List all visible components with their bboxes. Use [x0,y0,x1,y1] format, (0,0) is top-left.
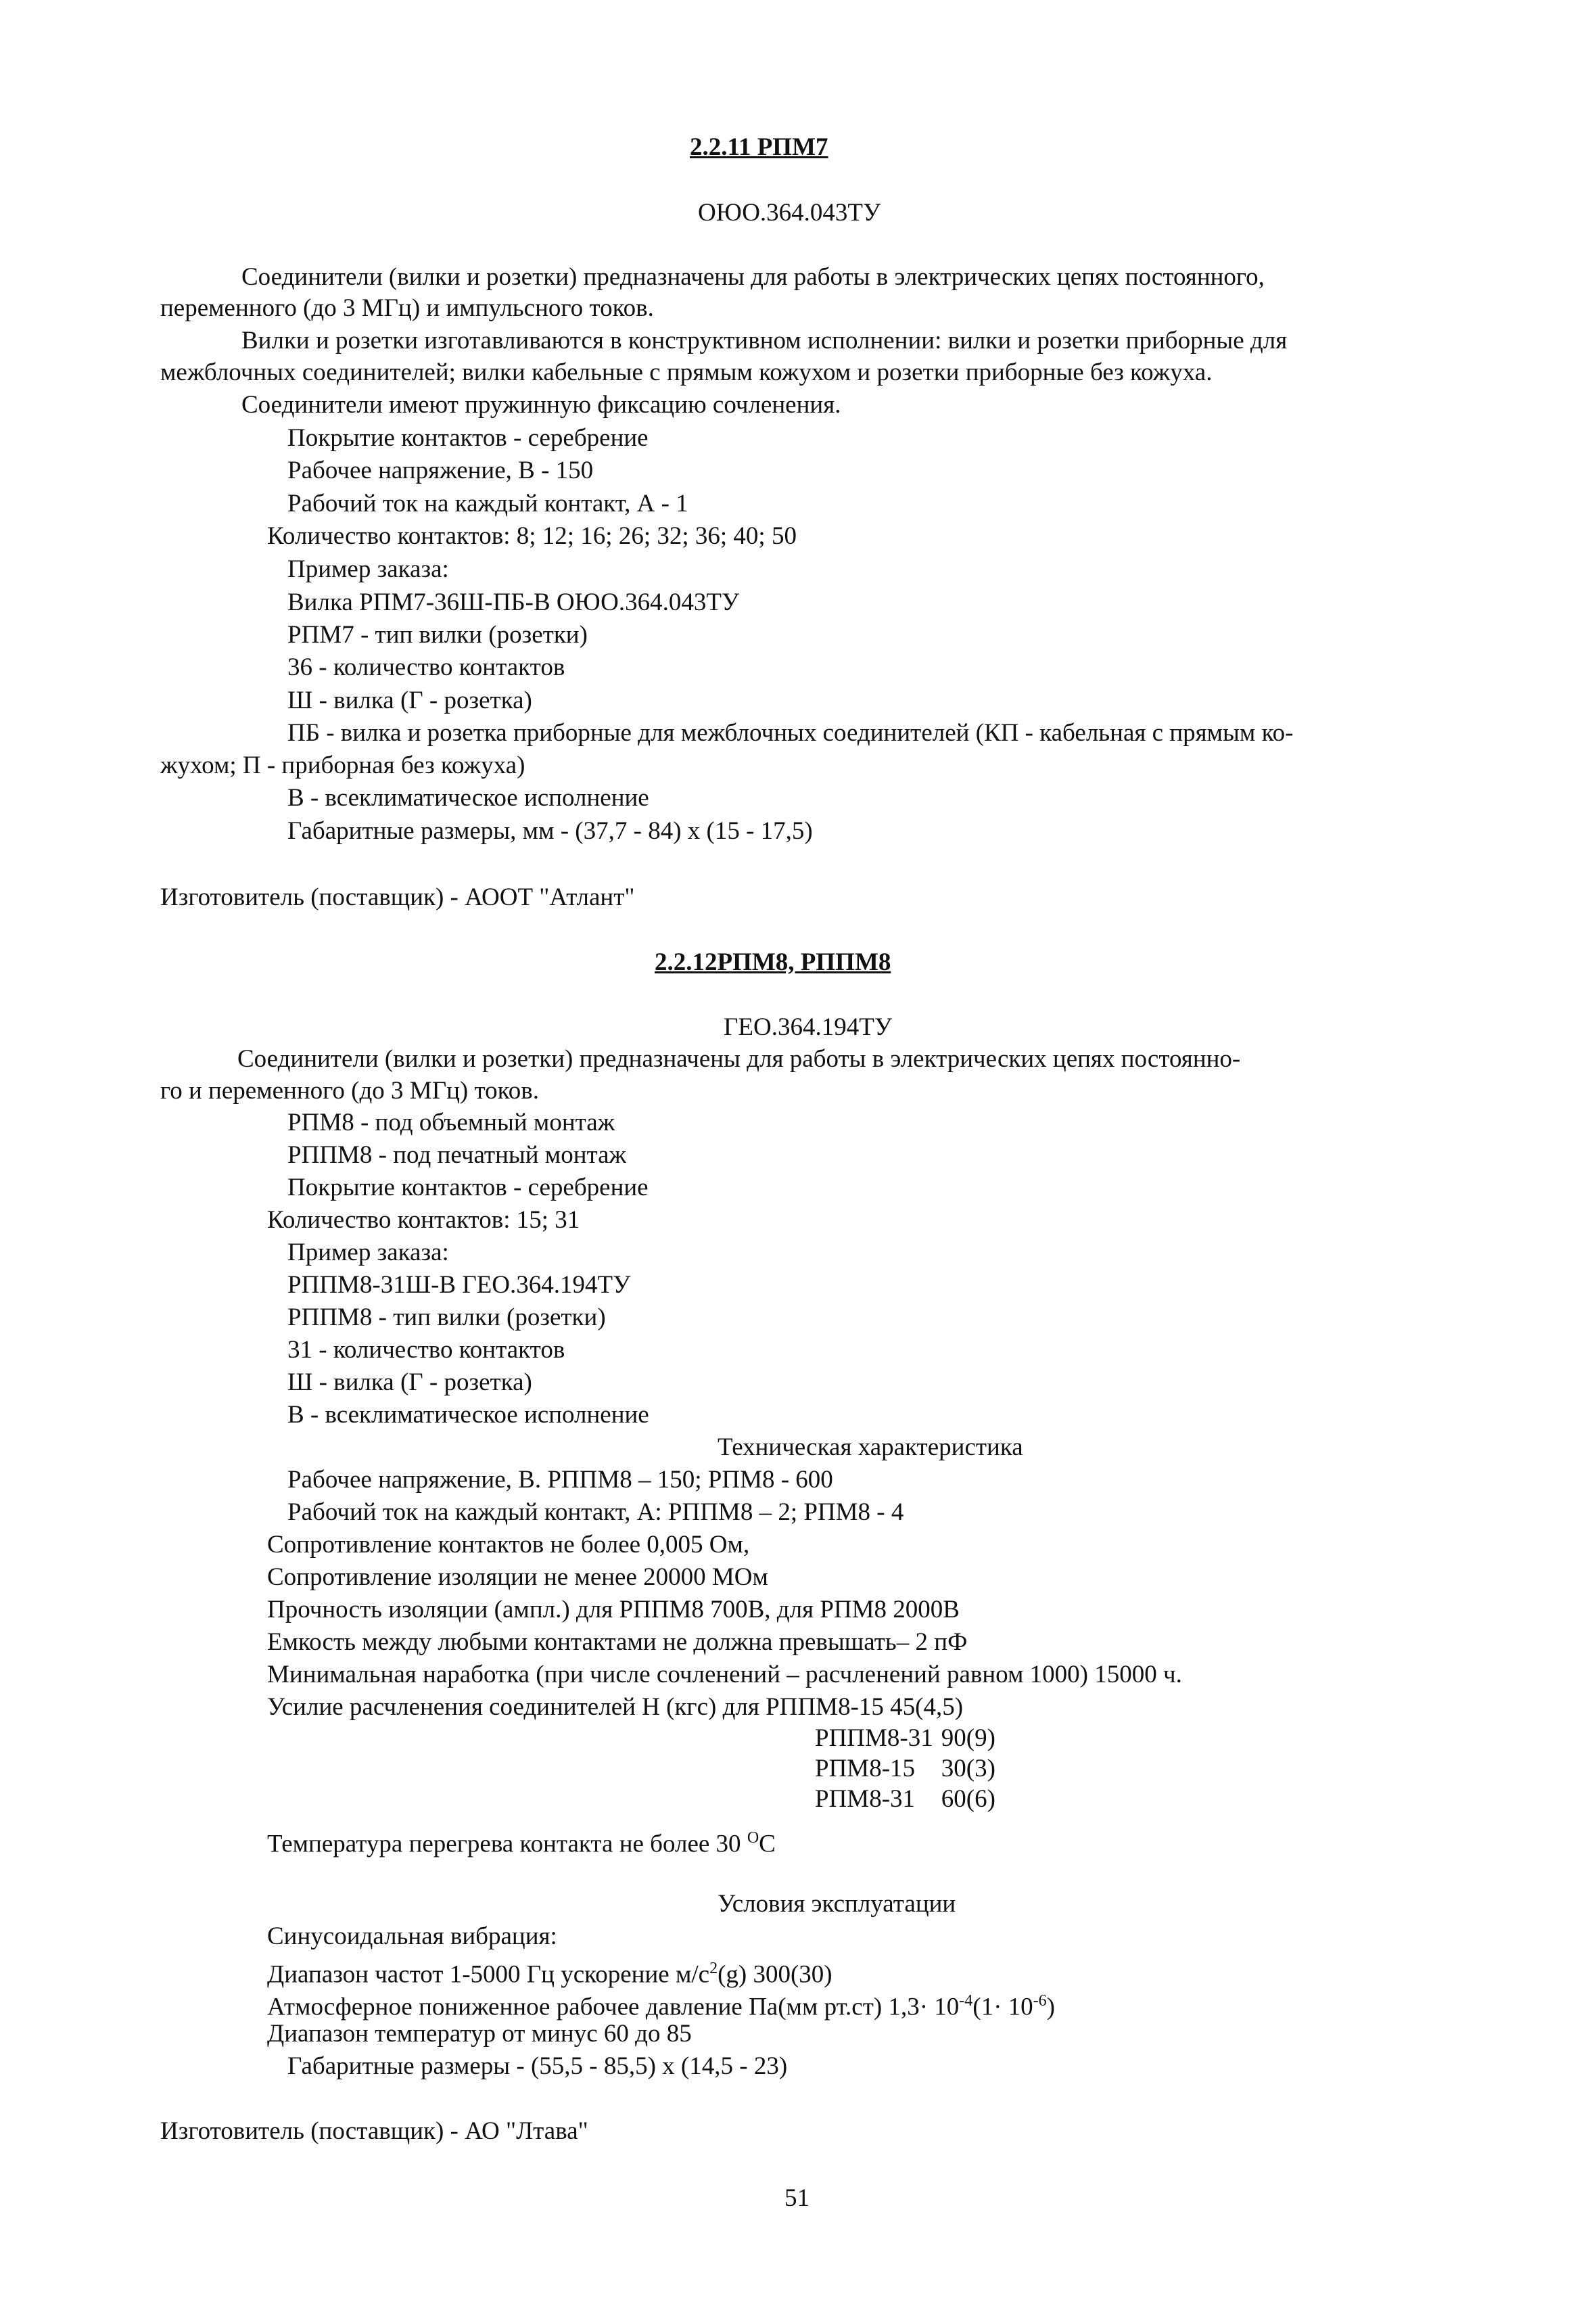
condition-line [267,1954,832,1989]
force-value: 60(6) [941,1785,995,1813]
condition-line: Диапазон температур от минус 60 до 85 [267,2020,692,2048]
explanation-line: Ш - вилка (Г - розетка) [287,687,532,714]
force-connector: РПМ8-31 [815,1785,916,1813]
superscript: 2 [709,1960,718,1977]
temperature-line [267,1823,776,1859]
tech-line: Усилие расчленения соединителей Н (кгс) для РППМ8-15 45(4,5) [267,1693,964,1721]
condition-text: (g) 300(30) [718,1960,832,1989]
dimensions-line: Габаритные размеры, мм - (37,7 - 84) х (15 - 17,5) [287,817,813,845]
temperature-degree: О [747,1829,759,1847]
separation-force-table [815,1723,995,1814]
tech-line: Прочность изоляции (ампл.) для РППМ8 700В, для РПМ8 2000В [267,1596,960,1623]
tech-line: Минимальная наработка (при числе сочленений – расчленений равном 1000) 15000 ч. [267,1661,1182,1688]
dimensions-line: Габаритные размеры - (55,5 - 85,5) х (14,5 - 23) [287,2052,788,2080]
paragraph-line: переменного (до 3 МГц) и импульсного токов. [160,294,654,322]
explanation-line: Ш - вилка (Г - розетка) [287,1368,532,1396]
tech-line: Сопротивление изоляции не менее 20000 МОм [267,1563,768,1591]
paragraph-line: Соединители имеют пружинную фиксацию сочленения. [241,391,841,419]
temperature-text: Температура перегрева контакта не более 30 [267,1830,747,1858]
force-value: 90(9) [941,1724,995,1752]
spec-line: Покрытие контактов - серебрение [287,424,649,452]
explanation-line: ПБ - вилка и розетка приборные для межблочных соединителей (КП - кабельная с прямым ко- [287,719,1294,747]
condition-text: Атмосферное пониженное рабочее давление Па(мм рт.ст) 1,3· 10 [267,1993,960,2021]
temperature-unit: С [759,1830,776,1858]
order-label: Пример заказа: [287,1239,449,1266]
superscript: -4 [959,1992,973,2010]
force-value: 30(3) [941,1755,995,1782]
spec-line: Количество контактов: 15; 31 [267,1206,580,1234]
tech-line: Рабочее напряжение, В. РППМ8 – 150; РПМ8 - 600 [287,1466,833,1494]
spec-line: Рабочее напряжение, В - 150 [287,457,594,484]
explanation-line: В - всеклиматическое исполнение [287,784,649,812]
paragraph-line: Соединители (вилки и розетки) предназначены для работы в электрических цепях постоянного, [241,263,1265,291]
tu-code: ОЮО.364.043ТУ [698,199,881,227]
order-example: Вилка РПМ7-36Ш-ПБ-В ОЮО.364.043ТУ [287,588,740,616]
condition-line [267,1986,1055,2022]
force-row [815,1723,995,1753]
tech-line: Емкость между любыми контактами не должна превышать– 2 пФ [267,1628,968,1656]
condition-line: Синусоидальная вибрация: [267,1922,557,1950]
section-heading-rpm8: 2.2.12РПМ8, РППМ8 [655,948,891,976]
spec-line: Рабочий ток на каждый контакт, А - 1 [287,490,688,517]
order-label: Пример заказа: [287,555,449,583]
force-row [815,1753,995,1784]
page-number: 51 [784,2184,809,2212]
condition-text: Диапазон частот 1-5000 Гц ускорение м/с [267,1960,710,1989]
paragraph-line: межблочных соединителей; вилки кабельные с прямым кожухом и розетки приборные без кожуха. [160,359,1213,386]
spec-line: РПМ8 - под объемный монтаж [287,1109,615,1136]
tech-line: Сопротивление контактов не более 0,005 Ом, [267,1531,750,1559]
section-heading-rpm7: 2.2.11 РПМ7 [690,133,828,161]
force-row [815,1784,995,1814]
force-connector: РППМ8-31 [815,1724,933,1752]
manufacturer-line: Изготовитель (поставщик) - АООТ "Атлант" [160,883,635,911]
order-example: РППМ8-31Ш-В ГЕО.364.194ТУ [287,1271,631,1299]
explanation-line: РПМ7 - тип вилки (розетки) [287,621,588,649]
paragraph-line: Вилки и розетки изготавливаются в конструктивном исполнении: вилки и розетки приборные для [241,327,1288,354]
subheading-tech: Техническая характеристика [718,1433,1023,1461]
manufacturer-line: Изготовитель (поставщик) - АО "Лтава" [160,2117,588,2145]
explanation-line: РППМ8 - тип вилки (розетки) [287,1303,606,1331]
condition-text: (1· 10 [972,1993,1033,2021]
explanation-line: В - всеклиматическое исполнение [287,1401,649,1429]
subheading-conditions: Условия эксплуатации [718,1890,956,1918]
spec-line: Количество контактов: 8; 12; 16; 26; 32; 36; 40; 50 [267,522,797,550]
spec-line: РППМ8 - под печатный монтаж [287,1141,627,1169]
superscript: -6 [1033,1992,1047,2010]
tu-code: ГЕО.364.194ТУ [724,1013,893,1041]
paragraph-line: Соединители (вилки и розетки) предназначены для работы в электрических цепях постоянно- [237,1045,1241,1073]
explanation-line: 31 - количество контактов [287,1336,565,1364]
spec-line: Покрытие контактов - серебрение [287,1174,649,1201]
explanation-line: 36 - количество контактов [287,653,565,681]
condition-text: ) [1046,1993,1055,2021]
force-connector: РПМ8-15 [815,1755,916,1782]
explanation-line: жухом; П - приборная без кожуха) [160,752,525,779]
tech-line: Рабочий ток на каждый контакт, А: РППМ8 – 2; РПМ8 - 4 [287,1498,904,1526]
paragraph-line: го и переменного (до 3 МГц) токов. [160,1077,539,1105]
